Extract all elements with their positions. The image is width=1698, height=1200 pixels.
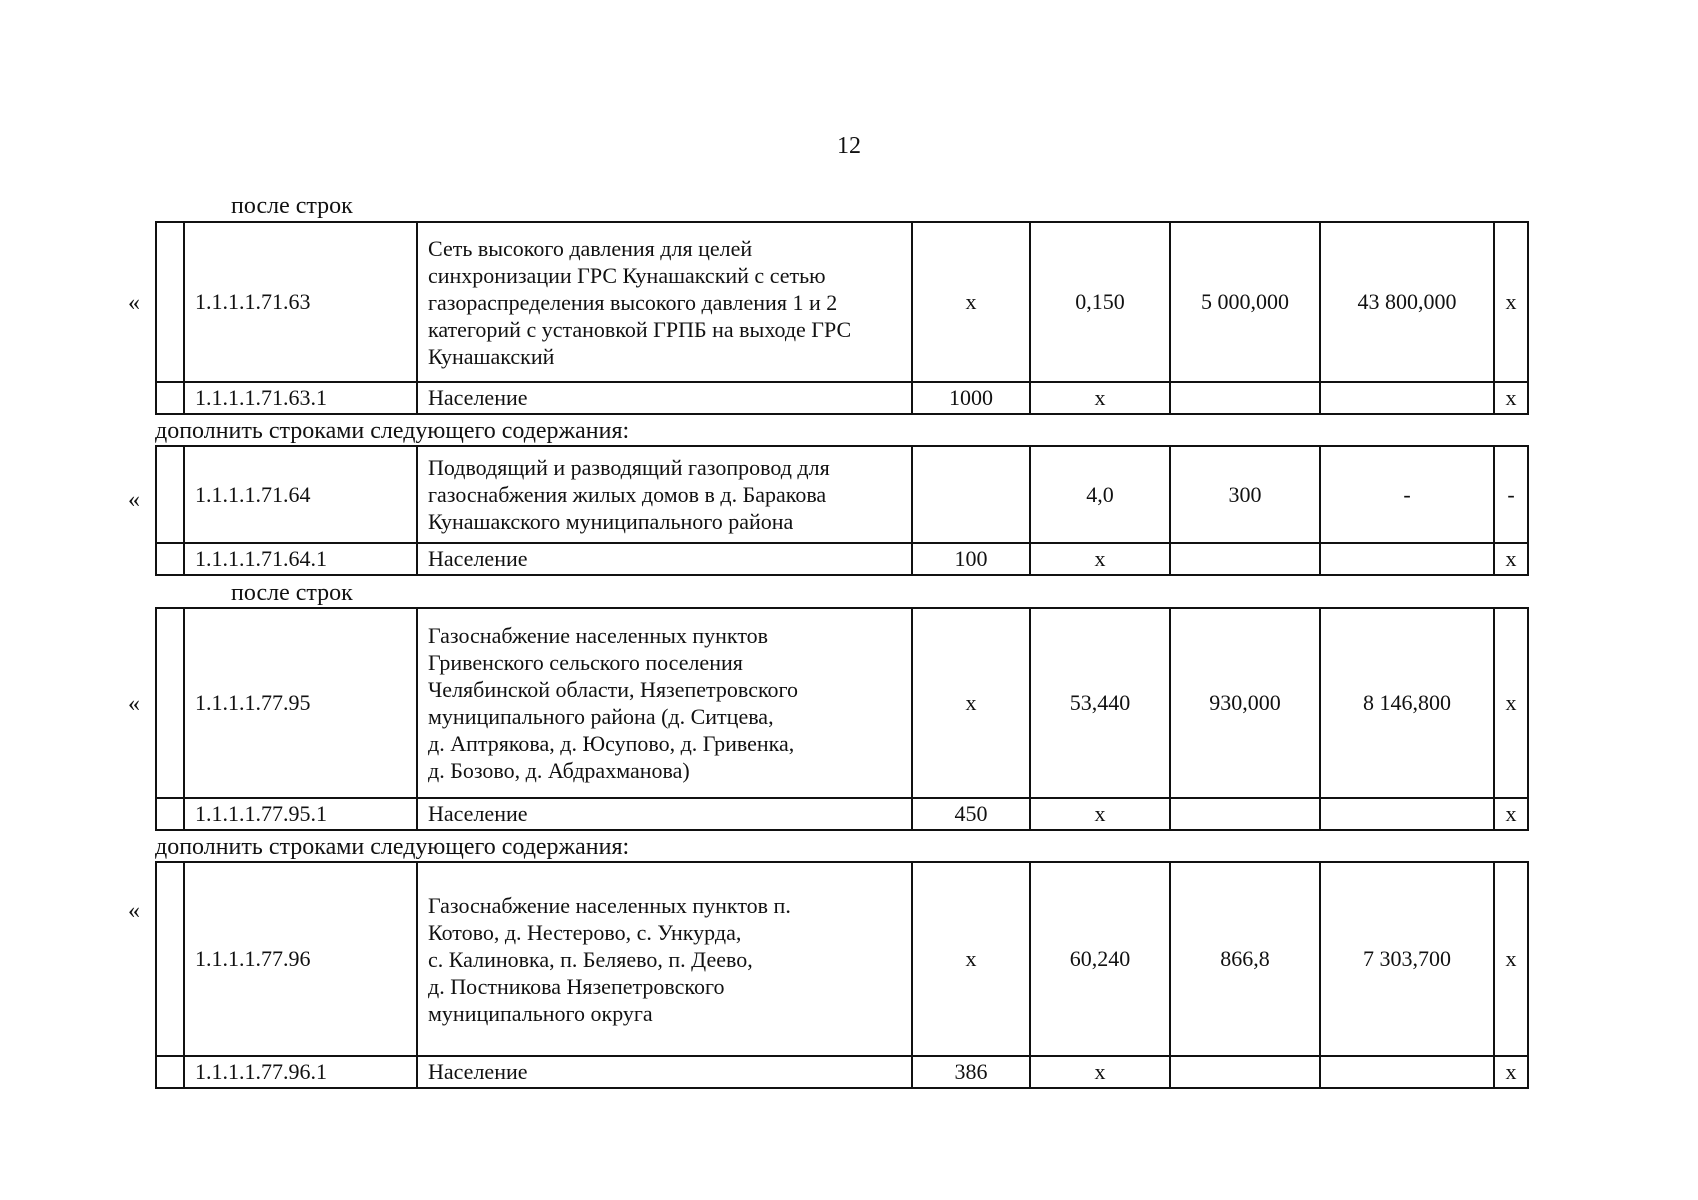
cell-col7: x (1494, 862, 1528, 1056)
row-name-line: газоснабжения жилых домов в д. Баракова (428, 482, 827, 507)
row-name: Население (417, 798, 912, 830)
cell-col5: 930,000 (1170, 608, 1320, 798)
row-code: 1.1.1.1.71.64.1 (184, 543, 417, 575)
quote-mark: « (128, 487, 140, 513)
table-row (156, 222, 1528, 382)
cell-col6: - (1320, 446, 1494, 543)
cell-col3 (912, 446, 1030, 543)
cell-col7: x (1494, 382, 1528, 414)
row-code: 1.1.1.1.77.96.1 (184, 1056, 417, 1088)
row-name (417, 222, 912, 382)
cell-col3: 386 (912, 1056, 1030, 1088)
cell-col6 (1320, 1056, 1494, 1088)
cell-col7: x (1494, 543, 1528, 575)
cell-col4: 53,440 (1030, 608, 1170, 798)
quote-mark: « (128, 691, 140, 717)
row-name-line: Сеть высокого давления для целей (428, 235, 753, 261)
row-name-line: д. Бозово, д. Абдрахманова) (428, 758, 690, 783)
cell-col6 (1320, 798, 1494, 830)
cell-col3: x (912, 862, 1030, 1056)
cell-col5: 5 000,000 (1170, 222, 1320, 382)
row-name: Население (417, 1056, 912, 1088)
row-code: 1.1.1.1.71.64 (184, 446, 417, 543)
row-name (417, 608, 912, 798)
row-name-line: Кунашакский (428, 343, 555, 369)
section-heading: после строк (231, 580, 353, 606)
row-name (417, 446, 912, 543)
cell-col4: 4,0 (1030, 446, 1170, 543)
row-name-line: Газоснабжение населенных пунктов (428, 623, 769, 648)
cell-col5: 866,8 (1170, 862, 1320, 1056)
row-name-line: д. Постникова Нязепетровского (428, 973, 725, 999)
cell-col6 (1320, 543, 1494, 575)
cell-col5: 300 (1170, 446, 1320, 543)
cell-col5 (1170, 798, 1320, 830)
page-number: 12 (837, 133, 861, 159)
row-code: 1.1.1.1.77.95 (184, 608, 417, 798)
row-name: Население (417, 382, 912, 414)
row-name-line: Подводящий и разводящий газопровод для (428, 455, 830, 480)
table-row (156, 543, 1528, 575)
row-name-line: Газоснабжение населенных пунктов п. (428, 892, 791, 918)
cell-col6: 7 303,700 (1320, 862, 1494, 1056)
cell-col3: x (912, 222, 1030, 382)
quote-mark: « (128, 290, 140, 316)
cell-col3: 450 (912, 798, 1030, 830)
cell-col4: x (1030, 798, 1170, 830)
quote-mark: « (128, 898, 140, 924)
cell-col6: 43 800,000 (1320, 222, 1494, 382)
row-name-line: с. Калиновка, п. Беляево, п. Деево, (428, 946, 753, 972)
row-code: 1.1.1.1.71.63 (184, 222, 417, 382)
table-section-4 (155, 861, 1529, 1089)
table-row (156, 382, 1528, 414)
row-name-line: муниципального района (д. Ситцева, (428, 704, 774, 729)
table-row (156, 446, 1528, 543)
cell-col4: x (1030, 382, 1170, 414)
cell-col5 (1170, 543, 1320, 575)
cell-col7: x (1494, 608, 1528, 798)
row-name (417, 862, 912, 1056)
row-name-line: Гривенского сельского поселения (428, 650, 743, 675)
table-row (156, 798, 1528, 830)
table-section-3 (155, 607, 1529, 831)
cell-col4: 60,240 (1030, 862, 1170, 1056)
cell-col4: 0,150 (1030, 222, 1170, 382)
table-row (156, 862, 1528, 1056)
section-heading: дополнить строками следующего содержания: (155, 834, 630, 860)
cell-col3: x (912, 608, 1030, 798)
row-code: 1.1.1.1.77.96 (184, 862, 417, 1056)
table-row (156, 608, 1528, 798)
cell-col5 (1170, 1056, 1320, 1088)
cell-col7: x (1494, 222, 1528, 382)
row-name-line: синхронизации ГРС Кунашакский с сетью (428, 262, 826, 288)
row-name-line: муниципального округа (428, 1000, 653, 1026)
cell-col5 (1170, 382, 1320, 414)
row-name-line: категорий с установкой ГРПБ на выходе ГРС (428, 316, 852, 342)
cell-col4: x (1030, 543, 1170, 575)
row-name: Население (417, 543, 912, 575)
table-section-2 (155, 445, 1529, 576)
row-code: 1.1.1.1.77.95.1 (184, 798, 417, 830)
row-name-line: Кунашакского муниципального района (428, 509, 794, 534)
section-heading: после строк (231, 193, 353, 219)
cell-col3: 1000 (912, 382, 1030, 414)
row-name-line: Челябинской области, Нязепетровского (428, 677, 799, 702)
cell-col7: x (1494, 1056, 1528, 1088)
row-code: 1.1.1.1.71.63.1 (184, 382, 417, 414)
cell-col7: - (1494, 446, 1528, 543)
cell-col3: 100 (912, 543, 1030, 575)
row-name-line: Котово, д. Нестерово, с. Ункурда, (428, 919, 742, 945)
table-row (156, 1056, 1528, 1088)
cell-col6 (1320, 382, 1494, 414)
section-heading: дополнить строками следующего содержания: (155, 418, 630, 444)
cell-col4: x (1030, 1056, 1170, 1088)
cell-col6: 8 146,800 (1320, 608, 1494, 798)
table-section-1 (155, 221, 1529, 415)
row-name-line: газораспределения высокого давления 1 и 2 (428, 289, 838, 315)
row-name-line: д. Аптрякова, д. Юсупово, д. Гривенка, (428, 731, 795, 756)
cell-col7: x (1494, 798, 1528, 830)
